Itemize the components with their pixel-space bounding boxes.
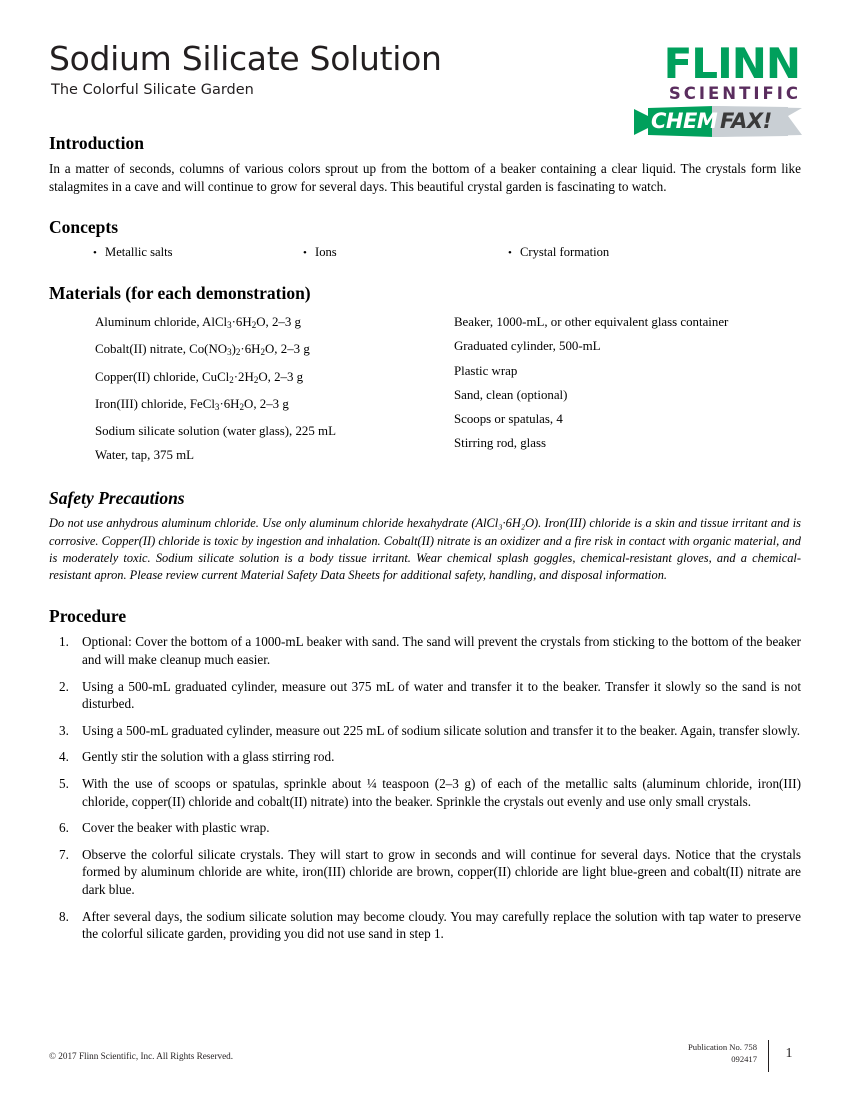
list-item: [59, 908, 801, 943]
concept-label: Ions: [315, 245, 337, 260]
section-procedure: [49, 606, 801, 942]
formula-subscript: 3: [227, 320, 232, 331]
step-text: With the use of scoops or spatulas, sprinkle about ¼ teaspoon (2–3 g) of each of the metallic salts (aluminum chloride, iron(III) chloride, copper(II) chloride and cobalt(II) nitrate) into the beaker. Sprinkle the crystals out evenly and use only small crystals.: [82, 775, 801, 809]
formula-subscript: 2: [260, 347, 265, 358]
step-text: Gently stir the solution with a glass stirring rod.: [82, 749, 335, 765]
bullet-icon: •: [93, 247, 97, 260]
concepts-heading: Concepts: [49, 216, 119, 237]
formula-subscript: 3: [227, 347, 232, 358]
publication-info: [688, 1042, 757, 1065]
introduction-heading: Introduction: [49, 133, 144, 153]
materials-right-column: [454, 310, 801, 467]
formula-subscript: 2: [253, 374, 259, 385]
page-subtitle: The Colorful Silicate Garden: [51, 81, 254, 98]
formula-tail: O, 2–3 g: [244, 396, 289, 411]
list-item: [59, 846, 801, 899]
step-number: 1.: [59, 634, 69, 650]
step-number: 5.: [59, 775, 69, 791]
formula-mid: ·2H: [233, 369, 254, 384]
step-text: Using a 500-mL graduated cylinder, measure out 375 mL of water and transfer it to the beaker. Transfer it slowly so the sand is not disturbed.: [82, 678, 801, 712]
material-name: Copper(II) chloride, CuCl: [95, 369, 230, 384]
footer-divider: [768, 1040, 769, 1072]
formula-tail: O, 2–3 g: [265, 342, 310, 357]
formula-subscript: 2: [251, 320, 257, 331]
material-item: Beaker, 1000-mL, or other equivalent glass container: [453, 315, 729, 330]
formula-subscript: 3: [214, 401, 220, 412]
section-concepts: [49, 217, 801, 262]
step-text: Optional: Cover the bottom of a 1000-mL beaker with sand. The sand will prevent the crystals from sticking to the bottom of the beaker and will make cleanup much easier.: [82, 634, 801, 667]
step-number: 8.: [59, 908, 69, 924]
step-text: Cover the beaker with plastic wrap.: [82, 820, 270, 836]
concepts-list: [93, 244, 801, 262]
material-item: Water, tap, 375 mL: [95, 448, 195, 463]
step-text: Observe the colorful silicate crystals. They will start to grow in seconds and will continue for several days. Notice that the crystals formed by aluminum chloride are white, iron(III) chloride are brown, copper(II) chloride are light blue-green and cobalt(II) nitrate are dark blue.: [82, 846, 801, 897]
procedure-heading: Procedure: [49, 606, 127, 627]
formula-subscript: 2: [235, 347, 241, 358]
materials-left-column: [95, 310, 454, 467]
list-item: [59, 819, 801, 837]
material-item: Graduated cylinder, 500-mL: [453, 339, 601, 354]
concept-label: Metallic salts: [105, 245, 173, 260]
logo-flinn-text: FLINN: [663, 39, 800, 88]
material-item: Sand, clean (optional): [453, 387, 568, 402]
materials-heading: Materials (for each demonstration): [49, 283, 311, 304]
procedure-list: [59, 633, 801, 942]
bullet-icon: •: [508, 247, 512, 260]
material-item: [95, 365, 454, 392]
step-text: After several days, the sodium silicate solution may become cloudy. You may carefully replace the solution with tap water to preserve the colorful silicate garden, providing you did not use sand in step 1.: [82, 908, 801, 942]
document-content: [49, 133, 801, 952]
formula-mid: ·6H: [231, 315, 252, 330]
section-safety-precautions: [49, 488, 801, 584]
material-item: Stirring rod, glass: [453, 436, 546, 451]
step-number: 3.: [59, 722, 69, 738]
step-text: Using a 500-mL graduated cylinder, measure out 225 mL of sodium silicate solution and transfer it to the beaker. Again, transfer slowly.: [82, 722, 801, 738]
logo-scientific-text: SCIENTIFIC: [668, 83, 801, 103]
safety-body: Do not use anhydrous aluminum chloride. Use only aluminum chloride hexahydrate (AlCl₃·6H₂O). Iron(III) chloride is a skin and tissue irritant and is corrosive. Copper(II) chloride is toxic by ingestion and inhalation. Cobalt(II) nitrate is an oxidizer and a fire risk in contact with organic material, and is moderately toxic. Sodium silicate solution is a body tissue irritant. Wear chemical splash goggles, chemical-resistant gloves, and a chemical-resistant apron. Please review current Material Safety Data Sheets for additional safety, handling, and disposal information.: [49, 516, 801, 583]
banner-fax-text: FAX!: [720, 109, 772, 134]
material-name: Iron(III) chloride, FeCl: [95, 396, 215, 411]
materials-columns: [95, 310, 801, 467]
banner-chem-text: CHEM: [651, 109, 718, 134]
list-item: [59, 722, 801, 740]
concept-label: Crystal formation: [520, 245, 610, 260]
safety-heading: Safety Precautions: [49, 488, 185, 509]
list-item: [59, 775, 801, 810]
material-item: Plastic wrap: [453, 363, 518, 378]
material-item: [95, 337, 454, 364]
list-item: [93, 244, 303, 262]
formula-tail: O, 2–3 g: [258, 369, 304, 384]
list-item: [59, 678, 801, 713]
material-name: Aluminum chloride, AlCl: [95, 315, 228, 330]
publication-number: Publication No. 758: [688, 1042, 757, 1052]
material-item: [95, 392, 454, 419]
material-item: [95, 310, 454, 337]
list-item: [508, 244, 609, 262]
step-number: 6.: [59, 820, 69, 836]
step-number: 4.: [59, 749, 69, 765]
introduction-body: In a matter of seconds, columns of various colors sprout up from the bottom of a beaker containing a clear liquid. The crystals form like stalagmites in a cave and will continue to grow for several days. This beautiful crystal garden is fascinating to watch.: [49, 161, 801, 194]
list-item: [59, 633, 801, 668]
bullet-icon: •: [303, 247, 307, 260]
formula-mid: ): [231, 342, 236, 357]
flinn-scientific-logo: [634, 39, 802, 146]
formula-subscript: 2: [239, 401, 245, 412]
material-name: Cobalt(II) nitrate, Co(NO: [95, 342, 228, 357]
step-number: 7.: [59, 846, 69, 862]
formula-subscript: 2: [229, 374, 234, 385]
page-number: 1: [785, 1046, 793, 1061]
formula-mid: ·6H: [219, 396, 240, 411]
copyright-text: © 2017 Flinn Scientific, Inc. All Rights Reserved.: [49, 1051, 234, 1061]
section-materials: [49, 283, 801, 467]
formula-mid: ·6H: [240, 342, 261, 357]
list-item: [303, 244, 508, 262]
document-footer: [49, 1040, 801, 1080]
material-item: Scoops or spatulas, 4: [453, 412, 563, 426]
formula-tail: O, 2–3 g: [256, 315, 301, 330]
material-item: Sodium silicate solution (water glass), 225 mL: [95, 423, 336, 438]
section-introduction: [49, 133, 801, 195]
step-number: 2.: [59, 678, 69, 694]
list-item: [59, 748, 801, 766]
publication-code: 092417: [731, 1053, 757, 1064]
page-title: Sodium Silicate Solution: [49, 39, 442, 78]
